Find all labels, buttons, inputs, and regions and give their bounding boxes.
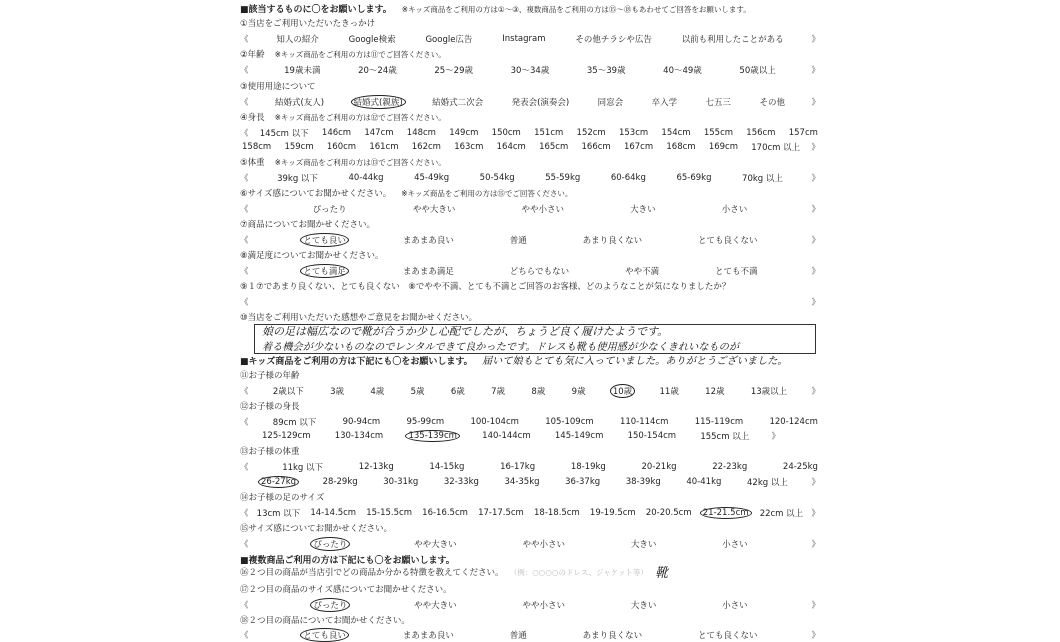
q2-note: ※キッズ商品をご利用の方は⑪でご回答ください。	[274, 50, 446, 59]
option-q8-options-4[interactable]: とても不満	[715, 267, 758, 277]
close-bracket: 》	[811, 174, 820, 184]
option-q4a-options-7[interactable]: 152cm	[576, 128, 606, 138]
option-q7-options-3[interactable]: あまり良くない	[582, 236, 643, 246]
q12b-options	[260, 429, 780, 443]
option-q4b-options-2[interactable]: 160cm	[326, 142, 357, 152]
option-q14-options-7[interactable]: 20-20.5cm	[645, 508, 692, 518]
q8-options	[240, 264, 820, 278]
option-q3-options-7[interactable]: その他	[759, 98, 786, 108]
q11-line	[240, 369, 820, 383]
q8-line	[240, 249, 820, 263]
option-q4a-options-8[interactable]: 153cm	[618, 128, 649, 138]
option-q4b-options-3[interactable]: 161cm	[369, 142, 399, 152]
option-q8-options-2[interactable]: どちらでもない	[509, 267, 570, 277]
open-bracket: 《	[240, 418, 249, 428]
option-q12a-options-0[interactable]: 89cm 以下	[272, 418, 317, 428]
option-q5-options-0[interactable]: 39kg 以下	[277, 174, 318, 184]
option-q12a-options-5[interactable]: 110-114cm	[619, 417, 669, 427]
close-bracket: 》	[811, 35, 820, 45]
option-q7-options-4[interactable]: とても良くない	[698, 236, 758, 246]
option-q13a-options-6[interactable]: 22-23kg	[712, 462, 748, 472]
option-q3-options-2[interactable]: 結婚式二次会	[432, 98, 484, 108]
option-q11-options-4[interactable]: 6歳	[450, 387, 465, 397]
option-q2-options-6[interactable]: 50歳以上	[739, 66, 776, 76]
option-q15-options-4[interactable]: 小さい	[722, 540, 748, 550]
close-bracket: 》	[811, 631, 820, 641]
q15-label: ⑮サイズ感についてお聞かせください。	[240, 524, 393, 534]
option-q11-options-6[interactable]: 8歳	[531, 387, 546, 397]
option-q13a-options-0[interactable]: 11kg 以下	[282, 463, 324, 473]
option-q13a-options-4[interactable]: 18-19kg	[570, 462, 606, 472]
option-q3-options-6[interactable]: 七五三	[705, 98, 732, 108]
q4a-options	[240, 126, 820, 140]
option-q5-options-3[interactable]: 50-54kg	[479, 173, 515, 183]
q4-note: ※キッズ商品をご利用の方は⑫でご回答ください。	[274, 113, 446, 122]
multi-header-line	[240, 553, 820, 567]
q14-line	[240, 491, 820, 505]
q9-label: ⑨１⑦であまり良くない、とても良くない ⑧でやや不満、とても不満とご回答のお客様、どのようなことが気になりましたか？	[240, 282, 731, 292]
q2-label: ②年齢	[240, 50, 265, 60]
q18-label: ⑱２つ目の商品についてお聞かせください。	[240, 616, 410, 626]
option-q12a-options-4[interactable]: 105-109cm	[545, 417, 594, 427]
option-q4b-options-1[interactable]: 159cm	[284, 142, 314, 152]
close-bracket: 》	[811, 509, 820, 519]
option-q12b-options-5[interactable]: 150-154cm	[627, 431, 677, 441]
q5-note: ※キッズ商品をご利用の方は⑬でご回答ください。	[274, 158, 446, 167]
q15-options	[240, 537, 820, 551]
q17-label: ⑰２つ目の商品のサイズ感についてお聞かせください。	[240, 585, 452, 595]
option-q14-options-4[interactable]: 17-17.5cm	[478, 508, 524, 518]
q6-label: ⑥サイズ感についてお聞かせください。	[240, 189, 392, 199]
q13-line	[240, 445, 820, 459]
option-q4a-options-5[interactable]: 150cm	[491, 128, 521, 138]
open-bracket: 《	[240, 463, 249, 473]
q3-label: ③使用用途について	[240, 82, 316, 92]
option-q18-options-0[interactable]: とても良い	[300, 628, 349, 642]
option-q13b-options-6[interactable]: 38-39kg	[625, 477, 661, 487]
option-q12a-options-1[interactable]: 90-94cm	[342, 417, 381, 427]
option-q4b-options-11[interactable]: 169cm	[708, 142, 738, 152]
option-q8-options-3[interactable]: やや不満	[625, 267, 660, 277]
q3-options	[240, 95, 820, 109]
option-q11-options-11[interactable]: 13歳以上	[750, 387, 788, 397]
option-q1-options-0[interactable]: 知人の紹介	[276, 35, 319, 45]
option-q15-options-1[interactable]: やや大きい	[414, 540, 457, 550]
option-q4a-options-10[interactable]: 155cm	[703, 128, 734, 138]
q4b-options	[240, 140, 820, 154]
option-q11-options-5[interactable]: 7歳	[491, 387, 506, 397]
q6-options	[240, 202, 820, 216]
option-q12b-options-4[interactable]: 145-149cm	[554, 431, 604, 441]
option-q13b-options-7[interactable]: 40-41kg	[686, 477, 722, 487]
option-q5-options-7[interactable]: 70kg 以上	[742, 174, 783, 184]
q1-label: ①当店をご利用いただいたきっかけ	[240, 19, 376, 29]
option-q3-options-0[interactable]: 結婚式(友人)	[274, 98, 325, 108]
option-q14-options-6[interactable]: 19-19.5cm	[589, 508, 636, 518]
option-q12a-options-2[interactable]: 95-99cm	[406, 417, 445, 427]
option-q13a-options-5[interactable]: 20-21kg	[641, 462, 677, 472]
option-q4a-options-3[interactable]: 148cm	[406, 128, 436, 138]
q11-label: ⑪お子様の年齢	[240, 371, 300, 381]
handwritten-comment-line2: 着る機会が少ないものなのでレンタルできて良かったです。ドレスも靴も使用感が少なくきれいなものが	[262, 342, 740, 353]
option-q13b-options-8[interactable]: 42kg 以上	[747, 478, 788, 488]
q7-label: ⑦商品についてお聞かせください。	[240, 220, 375, 230]
q15-line	[240, 522, 820, 536]
option-q14-options-8[interactable]: 21-21.5cm	[700, 507, 752, 519]
q1-options	[240, 32, 820, 46]
option-q4b-options-12[interactable]: 170cm 以上	[751, 143, 801, 153]
option-q12b-options-3[interactable]: 140-144cm	[482, 431, 531, 441]
option-q6-options-0[interactable]: ぴったり	[312, 205, 347, 215]
open-bracket: 《	[240, 298, 249, 308]
option-q13a-options-2[interactable]: 14-15kg	[429, 462, 465, 472]
option-q4b-options-10[interactable]: 168cm	[666, 142, 696, 152]
main-header-line	[240, 2, 820, 16]
option-q5-options-6[interactable]: 65-69kg	[676, 173, 712, 183]
q18-line	[240, 614, 820, 628]
option-q13b-options-2[interactable]: 30-31kg	[383, 477, 419, 487]
open-bracket: 《	[240, 66, 249, 76]
open-bracket: 《	[240, 601, 249, 611]
option-q14-options-1[interactable]: 14-14.5cm	[310, 508, 357, 518]
q6-line	[240, 187, 820, 201]
option-q6-options-2[interactable]: やや小さい	[521, 205, 564, 215]
q5-label: ⑤体重	[240, 158, 265, 168]
open-bracket: 《	[240, 35, 249, 45]
option-q13b-options-5[interactable]: 36-37kg	[565, 477, 601, 487]
option-q14-options-9[interactable]: 22cm 以上	[759, 509, 804, 519]
option-q4a-options-4[interactable]: 149cm	[449, 128, 479, 138]
option-q3-options-3[interactable]: 発表会(演奏会)	[511, 98, 570, 108]
option-q11-options-9[interactable]: 11歳	[659, 387, 679, 397]
option-q12b-options-2[interactable]: 135-139cm	[405, 430, 459, 442]
option-q13b-options-0[interactable]: 26-27kg	[258, 476, 299, 488]
option-q5-options-2[interactable]: 45-49kg	[414, 173, 450, 183]
q4-label: ④身長	[240, 113, 265, 123]
option-q7-options-0[interactable]: とても良い	[300, 233, 349, 247]
option-q4b-options-0[interactable]: 158cm	[242, 142, 272, 152]
option-q1-options-2[interactable]: Google広告	[425, 35, 473, 45]
multi-header: ■複数商品ご利用の方は下記にも〇をお願いします。	[240, 556, 455, 566]
option-q7-options-1[interactable]: まあまあ良い	[402, 236, 454, 246]
open-bracket: 《	[240, 205, 249, 215]
q7-options	[240, 233, 820, 247]
option-q4b-options-8[interactable]: 166cm	[581, 142, 611, 152]
option-q7-options-2[interactable]: 普通	[509, 236, 527, 246]
option-q6-options-3[interactable]: 大きい	[630, 205, 656, 215]
q16-label: ⑯２つ目の商品が当店引でどの商品か分かる特徴を教えてください。	[240, 568, 504, 578]
q16-hint: （例：○○○○のドレス、ジャケット等）	[513, 568, 648, 577]
option-q5-options-4[interactable]: 55-59kg	[545, 173, 581, 183]
option-q18-options-4[interactable]: とても良くない	[698, 631, 758, 641]
option-q18-options-3[interactable]: あまり良くない	[582, 631, 643, 641]
option-q4b-options-4[interactable]: 162cm	[411, 142, 441, 152]
option-q17-options-0[interactable]: ぴったり	[310, 598, 350, 612]
option-q18-options-2[interactable]: 普通	[509, 631, 527, 641]
kids-header: ■キッズ商品をご利用の方は下記にも〇をお願いします。	[240, 357, 473, 367]
handwritten-q16-answer: 靴	[655, 566, 669, 581]
close-bracket: 》	[811, 205, 820, 215]
option-q2-options-5[interactable]: 40〜49歳	[663, 66, 702, 76]
option-q15-options-2[interactable]: やや小さい	[522, 540, 565, 550]
q2-line	[240, 48, 820, 62]
option-q11-options-8[interactable]: 10歳	[610, 384, 635, 398]
option-q15-options-3[interactable]: 大きい	[630, 540, 657, 550]
open-bracket: 《	[240, 236, 249, 246]
option-q4a-options-12[interactable]: 157cm	[788, 128, 818, 138]
option-q4a-options-9[interactable]: 154cm	[661, 128, 691, 138]
q12-label: ⑫お子様の身長	[240, 402, 300, 412]
close-bracket: 》	[811, 143, 820, 153]
q6-note: ※キッズ商品をご利用の方は⑮でご回答ください。	[401, 189, 573, 198]
q17-line	[240, 583, 820, 597]
close-bracket: 》	[811, 66, 820, 76]
survey-sheet	[240, 0, 820, 640]
option-q11-options-0[interactable]: 2歳以下	[272, 387, 304, 397]
option-q17-options-3[interactable]: 大きい	[630, 601, 657, 611]
option-q1-options-4[interactable]: その他チラシや広告	[575, 35, 652, 45]
option-q1-options-1[interactable]: Google検索	[348, 35, 396, 45]
option-q2-options-1[interactable]: 20〜24歳	[358, 66, 397, 76]
option-q2-options-3[interactable]: 30〜34歳	[510, 66, 550, 76]
main-header: ■該当するものに〇をお願いします。	[240, 5, 392, 15]
q3-line	[240, 80, 820, 94]
option-q11-options-1[interactable]: 3歳	[330, 387, 345, 397]
q16-line	[240, 566, 820, 580]
option-q4a-options-11[interactable]: 156cm	[746, 128, 776, 138]
q9-answer-field[interactable]	[240, 295, 820, 309]
option-q2-options-4[interactable]: 35〜39歳	[586, 66, 626, 76]
open-bracket: 《	[240, 267, 249, 277]
option-q2-options-0[interactable]: 19歳未満	[284, 66, 321, 76]
option-q11-options-2[interactable]: 4歳	[370, 387, 385, 397]
q13b-options	[258, 475, 820, 489]
q14-options	[240, 506, 820, 520]
q5-line	[240, 156, 820, 170]
option-q8-options-1[interactable]: まあまあ満足	[402, 267, 454, 277]
q17-options	[240, 598, 820, 612]
option-q4b-options-6[interactable]: 164cm	[496, 142, 526, 152]
open-bracket: 《	[240, 98, 249, 108]
option-q5-options-5[interactable]: 60-64kg	[610, 173, 646, 183]
q10-label: ⑩当店をご利用いただいた感想やご意見をお聞かせください。	[240, 313, 478, 323]
q2-options	[240, 63, 820, 77]
open-bracket: 《	[240, 540, 249, 550]
option-q6-options-4[interactable]: 小さい	[721, 205, 748, 215]
option-q6-options-1[interactable]: やや大きい	[412, 205, 456, 215]
close-bracket: 》	[811, 267, 820, 277]
option-q13b-options-4[interactable]: 34-35kg	[504, 477, 540, 487]
option-q14-options-0[interactable]: 13cm 以下	[256, 509, 301, 519]
option-q3-options-1[interactable]: 結婚式(親族)	[351, 95, 406, 109]
option-q13a-options-7[interactable]: 24-25kg	[782, 462, 818, 472]
option-q14-options-2[interactable]: 15-15.5cm	[366, 508, 412, 518]
option-q13a-options-3[interactable]: 16-17kg	[500, 462, 536, 472]
handwritten-comment-line1: 娘の足は幅広なので靴が合うか少し心配でしたが、ちょうど良く履けたようです。	[262, 325, 669, 338]
q5-options	[240, 171, 820, 185]
option-q4a-options-1[interactable]: 146cm	[321, 128, 352, 138]
option-q12b-options-6[interactable]: 155cm 以上	[700, 432, 750, 442]
q13-label: ⑬お子様の体重	[240, 447, 300, 457]
main-note: ※キッズ商品をご利用の方は①〜③、複数商品をご利用の方は⑮〜⑱もあわせてご回答をお願いします。	[401, 5, 751, 14]
option-q17-options-1[interactable]: やや大きい	[414, 601, 457, 611]
close-bracket: 》	[771, 432, 780, 442]
option-q13b-options-3[interactable]: 32-33kg	[443, 477, 479, 487]
q4-line	[240, 111, 820, 125]
option-q4a-options-6[interactable]: 151cm	[534, 128, 564, 138]
option-q4b-options-7[interactable]: 165cm	[539, 142, 569, 152]
option-q17-options-4[interactable]: 小さい	[722, 601, 748, 611]
option-q12a-options-6[interactable]: 115-119cm	[694, 417, 744, 427]
close-bracket: 》	[811, 540, 820, 550]
option-q4a-options-0[interactable]: 145cm 以下	[259, 129, 309, 139]
option-q4b-options-5[interactable]: 163cm	[454, 142, 484, 152]
q7-line	[240, 218, 820, 232]
q9-line	[240, 280, 820, 294]
q12a-options	[240, 415, 820, 429]
option-q1-options-5[interactable]: 以前も利用したことがある	[681, 35, 784, 45]
q11-options	[240, 384, 820, 398]
option-q14-options-3[interactable]: 16-16.5cm	[422, 508, 468, 518]
open-bracket: 《	[240, 387, 249, 397]
q12-line	[240, 400, 820, 414]
option-q12a-options-3[interactable]: 100-104cm	[470, 417, 519, 427]
option-q2-options-2[interactable]: 25〜29歳	[434, 66, 473, 76]
option-q12b-options-1[interactable]: 130-134cm	[334, 431, 384, 441]
close-bracket: 》	[811, 601, 820, 611]
option-q4a-options-2[interactable]: 147cm	[364, 128, 394, 138]
option-q13a-options-1[interactable]: 12-13kg	[358, 462, 394, 472]
q1-line	[240, 17, 820, 31]
close-bracket: 》	[811, 98, 820, 108]
option-q3-options-4[interactable]: 同窓会	[597, 98, 624, 108]
q8-label: ⑧満足度についてお聞かせください。	[240, 251, 384, 261]
option-q11-options-3[interactable]: 5歳	[410, 387, 425, 397]
open-bracket: 《	[240, 174, 249, 184]
q14-label: ⑭お子様の足のサイズ	[240, 493, 325, 503]
close-bracket: 》	[811, 298, 820, 308]
handwritten-comment-line3: 届いて娘もとても気に入っていました。ありがとうございました。	[482, 356, 788, 367]
option-q1-options-3[interactable]: Instagram	[502, 34, 546, 44]
option-q11-options-10[interactable]: 12歳	[705, 387, 725, 397]
close-bracket: 》	[811, 387, 820, 397]
close-bracket: 》	[811, 478, 820, 488]
option-q12b-options-0[interactable]: 125-129cm	[262, 431, 311, 441]
open-bracket: 《	[240, 129, 249, 139]
option-q18-options-1[interactable]: まあまあ良い	[402, 631, 454, 641]
option-q17-options-2[interactable]: やや小さい	[522, 601, 565, 611]
option-q12a-options-7[interactable]: 120-124cm	[769, 417, 818, 427]
option-q14-options-5[interactable]: 18-18.5cm	[534, 508, 580, 518]
open-bracket: 《	[240, 631, 249, 641]
option-q3-options-5[interactable]: 卒入学	[651, 98, 678, 108]
option-q5-options-1[interactable]: 40-44kg	[348, 173, 384, 183]
option-q4b-options-9[interactable]: 167cm	[623, 142, 654, 152]
q13a-options	[240, 460, 820, 474]
option-q15-options-0[interactable]: ぴったり	[310, 537, 350, 551]
open-bracket: 《	[240, 509, 249, 519]
close-bracket: 》	[811, 236, 820, 246]
option-q11-options-7[interactable]: 9歳	[571, 387, 586, 397]
option-q8-options-0[interactable]: とても満足	[300, 264, 349, 278]
option-q13b-options-1[interactable]: 28-29kg	[322, 477, 358, 487]
